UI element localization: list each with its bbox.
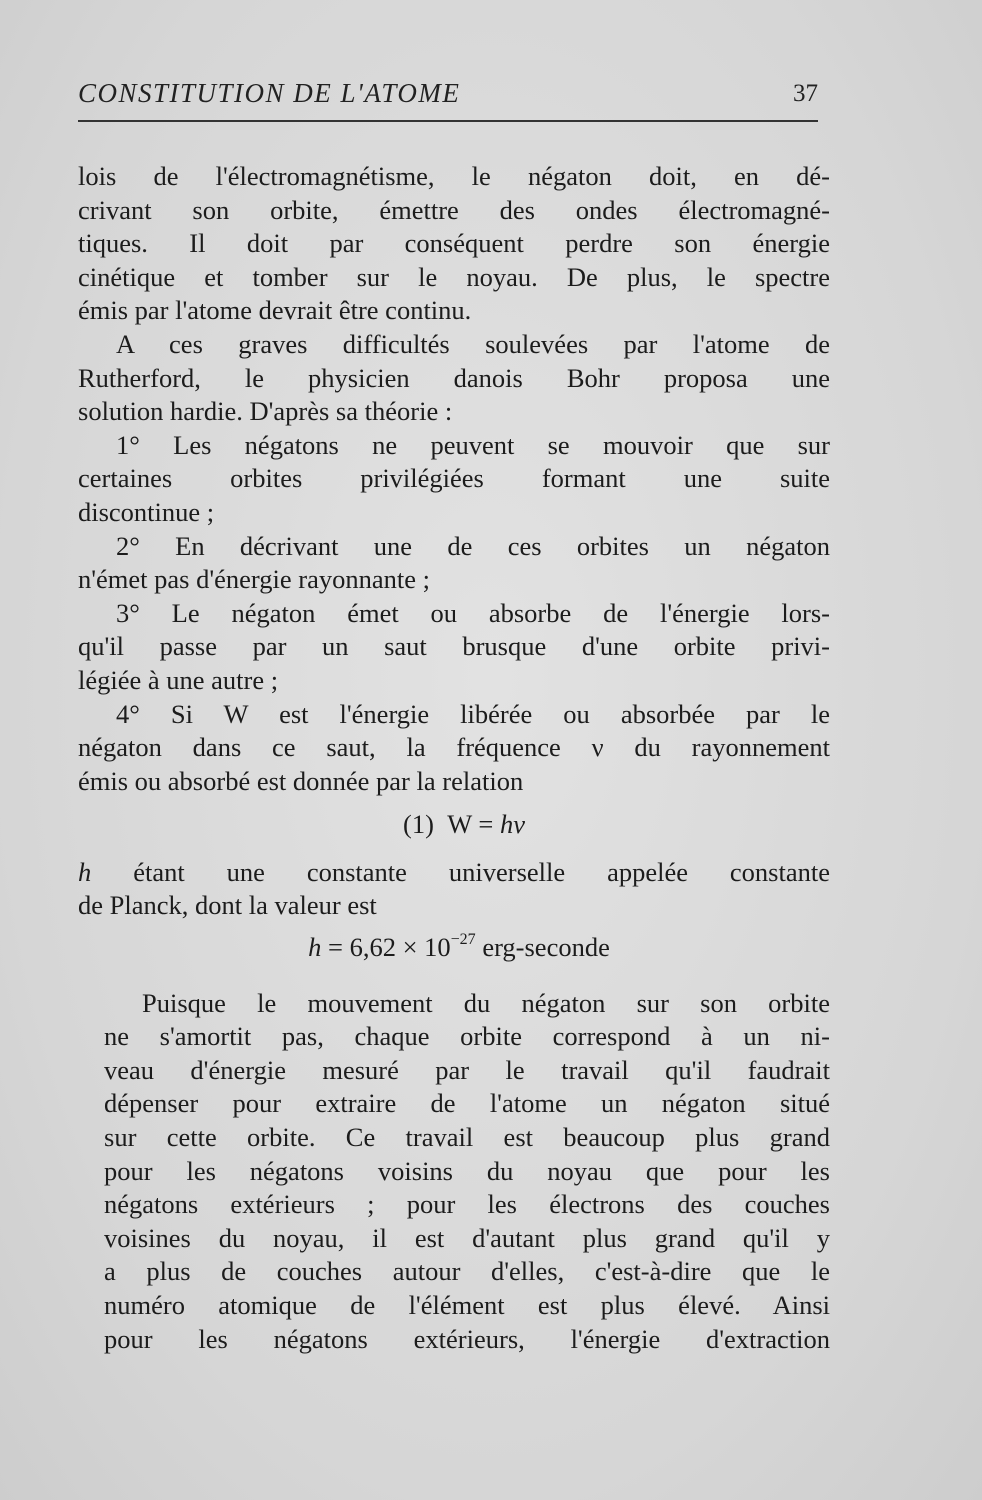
text-line: ne s'amortit pas, chaque orbite correspond à un ni- (104, 1021, 830, 1052)
formula-value: = 6,62 × 10 (328, 932, 451, 963)
postulate-2 (78, 530, 830, 597)
text-line: veau d'énergie mesuré par le travail qu'il faudrait (104, 1054, 830, 1085)
paragraph-planck-constant (78, 856, 830, 923)
text-line: négatons extérieurs ; pour les électrons des couches (104, 1189, 830, 1220)
text-line: 3° Le négaton émet ou absorbe de l'énergie lors- (116, 597, 830, 628)
formula-planck-value (78, 931, 830, 965)
header-rule (78, 120, 818, 122)
formula-label: (1) (403, 809, 434, 840)
text-line: discontinue ; (78, 496, 215, 527)
text-line: voisines du noyau, il est d'autant plus grand qu'il y (104, 1222, 830, 1253)
text-line: qu'il passe par un saut brusque d'une orbite privi- (78, 631, 830, 662)
paragraph-energy-levels (104, 987, 830, 1357)
text-line: 1° Les négatons ne peuvent se mouvoir que sur (116, 429, 830, 460)
text-line: A ces graves difficultés soulevées par l'atome de (116, 328, 830, 359)
postulate-1 (78, 429, 830, 530)
text-line: cinétique et tomber sur le noyau. De plus, le spectre (78, 261, 830, 292)
paragraph-continuation (78, 160, 830, 328)
page-number: 37 (793, 80, 818, 107)
running-title: CONSTITUTION DE L'ATOME (78, 78, 461, 108)
text-line: crivant son orbite, émettre des ondes électromagné- (78, 194, 830, 225)
page-header (78, 78, 818, 118)
postulate-3 (78, 597, 830, 698)
text-line: émis ou absorbé est donnée par la relation (78, 765, 524, 796)
text-line: tiques. Il doit par conséquent perdre son énergie (78, 228, 830, 259)
formula-lhs: W (447, 809, 472, 840)
text-line: pour les négatons voisins du noyau que pour les (104, 1155, 830, 1186)
text-line: n'émet pas d'énergie rayonnante ; (78, 564, 430, 595)
text-line: 2° En décrivant une de ces orbites un négaton (116, 530, 830, 561)
text-line: légiée à une autre ; (78, 664, 279, 695)
formula-var: h (308, 932, 322, 963)
formula-equals: = (478, 809, 494, 840)
text-line: pour les négatons extérieurs, l'énergie d'extraction (104, 1323, 830, 1354)
variable-h: h (78, 856, 92, 887)
text-line: négaton dans ce saut, la fréquence ν du rayonnement (78, 732, 830, 763)
text-line: 4° Si W est l'énergie libérée ou absorbée par le (116, 698, 830, 729)
text-line: sur cette orbite. Ce travail est beaucoup plus grand (104, 1122, 830, 1153)
formula-planck-relation (78, 808, 830, 842)
postulate-4 (78, 698, 830, 799)
text-line: certaines orbites privilégiées formant une suite (78, 463, 830, 494)
text-line: de Planck, dont la valeur est (78, 890, 377, 921)
formula-exponent: −27 (450, 931, 476, 949)
text-line: a plus de couches autour d'elles, c'est-à-dire que le (104, 1256, 830, 1287)
text-line: émis par l'atome devrait être continu. (78, 295, 472, 326)
paragraph-bohr (78, 328, 830, 429)
formula-unit: erg-seconde (482, 932, 610, 963)
text-line: numéro atomique de l'élément est plus élevé. Ainsi (104, 1290, 830, 1320)
text-line: dépenser pour extraire de l'atome un négaton situé (104, 1088, 830, 1119)
body-text (78, 160, 830, 1356)
formula-rhs: hν (499, 809, 525, 840)
text-line: solution hardie. D'après sa théorie : (78, 396, 453, 427)
text-fragment: étant une constante universelle appelée constante (133, 856, 830, 887)
text-line (78, 856, 830, 890)
text-line: lois de l'électromagnétisme, le négaton doit, en dé- (78, 161, 830, 191)
text-line: Puisque le mouvement du négaton sur son orbite (142, 987, 830, 1018)
text-line: Rutherford, le physicien danois Bohr proposa une (78, 362, 830, 393)
